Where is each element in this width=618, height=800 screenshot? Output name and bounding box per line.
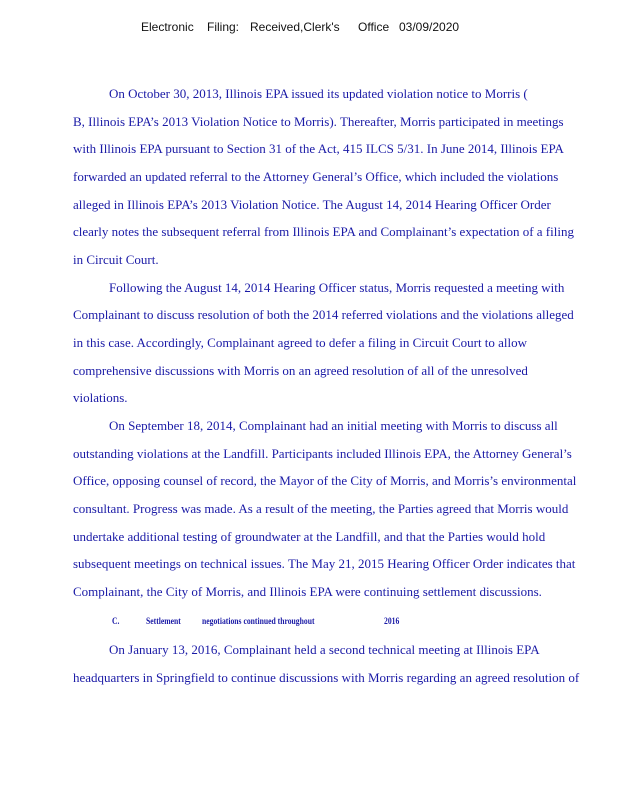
section-heading-text: negotiations continued throughout <box>202 616 315 626</box>
header-electronic: Electronic <box>141 20 194 34</box>
body-line: On September 18, 2014, Complainant had an initial meeting with Morris to discuss all <box>109 418 558 433</box>
body-line: comprehensive discussions with Morris on an agreed resolution of all of the unresolved <box>73 363 528 378</box>
body-line: Office, opposing counsel of record, the Mayor of the City of Morris, and Morris’s environmental <box>73 473 577 488</box>
body-line: alleged in Illinois EPA’s 2013 Violation Notice. The August 14, 2014 Hearing Officer Order <box>73 197 551 212</box>
header-received: Received,Clerk's <box>250 20 340 34</box>
body-line: consultant. Progress was made. As a result of the meeting, the Parties agreed that Morris would <box>73 501 569 516</box>
body-line: forwarded an updated referral to the Attorney General’s Office, which included the violations <box>73 169 559 184</box>
body-line: On October 30, 2013, Illinois EPA issued its updated violation notice to Morris ( <box>109 86 528 101</box>
body-line: undertake additional testing of groundwater at the Landfill, and that the Parties would hold <box>73 529 546 544</box>
body-line: On January 13, 2016, Complainant held a second technical meeting at Illinois EPA <box>109 642 540 657</box>
body-line: in Circuit Court. <box>73 252 159 267</box>
section-heading-word: Settlement <box>146 616 181 626</box>
header-office: Office <box>358 20 390 34</box>
body-line: in this case. Accordingly, Complainant agreed to defer a filing in Circuit Court to allow <box>73 335 528 350</box>
body-line: outstanding violations at the Landfill. Participants included Illinois EPA, the Attorney General’s <box>73 446 572 461</box>
header-date: 03/09/2020 <box>399 20 460 34</box>
header-filing: Filing: <box>207 20 240 34</box>
body-line: Following the August 14, 2014 Hearing Officer status, Morris requested a meeting with <box>109 280 565 295</box>
body-line: Complainant, the City of Morris, and Illinois EPA were continuing settlement discussions. <box>73 584 542 599</box>
body-line: with Illinois EPA pursuant to Section 31 of the Act, 415 ILCS 5/31. In June 2014, Illinois EPA <box>73 141 564 156</box>
body-line: clearly notes the subsequent referral from Illinois EPA and Complainant’s expectation of a filing <box>73 224 574 239</box>
section-heading-year: 2016 <box>384 616 400 626</box>
body-line: B, Illinois EPA’s 2013 Violation Notice to Morris). Thereafter, Morris participated in meetings <box>73 114 564 129</box>
body-line: violations. <box>73 390 128 405</box>
body-line: subsequent meetings on technical issues. The May 21, 2015 Hearing Officer Order indicates that <box>73 556 576 571</box>
body-line: Complainant to discuss resolution of both the 2014 referred violations and the violations alleged <box>73 307 574 322</box>
section-heading-letter: C. <box>112 616 120 626</box>
body-line: headquarters in Springfield to continue discussions with Morris regarding an agreed resolution of <box>73 670 580 685</box>
